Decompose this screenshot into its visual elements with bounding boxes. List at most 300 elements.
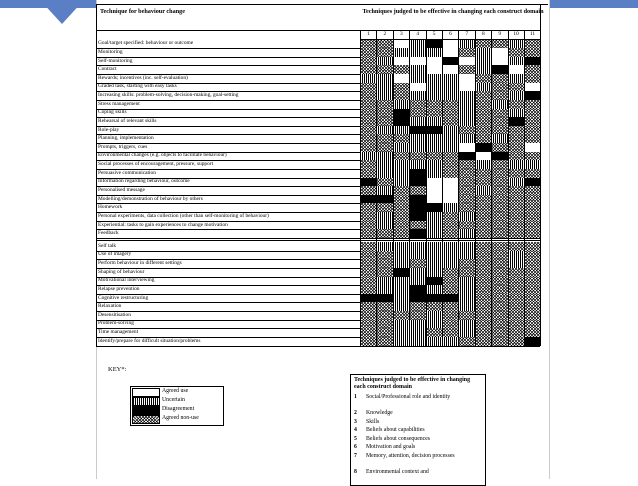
grid-cell: [393, 294, 409, 303]
top-accent-notch: [40, 0, 84, 24]
grid-cell: [524, 152, 540, 161]
grid-cell: [524, 229, 540, 238]
grid-cell: [508, 169, 524, 178]
row-label: Social processes of encouragement, pressure, support: [98, 161, 214, 168]
grid-cell: [442, 186, 458, 195]
grid-cell: [491, 251, 507, 260]
grid-cell: [475, 294, 491, 303]
grid-cell: [491, 242, 507, 251]
grid-cell: [376, 160, 392, 169]
grid-cell: [442, 277, 458, 286]
key-label: Uncertain: [162, 397, 185, 403]
grid-cell: [524, 186, 540, 195]
grid-cell: [524, 302, 540, 311]
domain-column-header: Techniques judged to be effective in changing each construct domain: [362, 8, 544, 15]
grid-cell: [508, 100, 524, 109]
grid-cell: [360, 203, 376, 212]
row-label: Contract: [98, 66, 117, 73]
grid-cell: [508, 91, 524, 100]
grid-cell: [409, 268, 425, 277]
grid-cell: [376, 65, 392, 74]
grid-cell: [442, 74, 458, 83]
row-label: Problem-solving: [98, 320, 134, 327]
grid-cell: [524, 195, 540, 204]
grid-cell: [426, 285, 442, 294]
domain-item: [354, 444, 480, 451]
grid-cell: [508, 328, 524, 337]
grid-cell: [458, 251, 474, 260]
grid-cell: [508, 152, 524, 161]
grid-cell: [409, 277, 425, 286]
column-divider: [393, 30, 394, 346]
grid-cell: [475, 311, 491, 320]
grid-cell: [508, 277, 524, 286]
grid-cell: [475, 212, 491, 221]
grid-cell: [524, 268, 540, 277]
grid-cell: [475, 178, 491, 187]
grid-cell: [475, 126, 491, 135]
column-divider: [475, 30, 476, 346]
grid-cell: [360, 328, 376, 337]
grid-cell: [360, 152, 376, 161]
grid-cell: [442, 100, 458, 109]
grid-cell: [376, 294, 392, 303]
grid-cell: [491, 203, 507, 212]
key-swatch: [132, 397, 160, 406]
grid-cell: [393, 126, 409, 135]
grid-cell: [376, 337, 392, 346]
grid-cell: [491, 195, 507, 204]
grid-cell: [393, 169, 409, 178]
grid-cell: [508, 251, 524, 260]
grid-cell: [393, 242, 409, 251]
row-label: Shaping of behaviour: [98, 268, 145, 275]
grid-cell: [458, 242, 474, 251]
grid-cell: [458, 203, 474, 212]
grid-cell: [442, 259, 458, 268]
grid-cell: [360, 251, 376, 260]
grid-cell: [475, 277, 491, 286]
grid-cell: [442, 203, 458, 212]
grid-cell: [376, 285, 392, 294]
grid-cell: [475, 328, 491, 337]
grid-cell: [409, 40, 425, 49]
domain-label: Environmental context and: [366, 469, 429, 475]
grid-cell: [360, 160, 376, 169]
grid-cell: [475, 186, 491, 195]
grid-cell: [426, 57, 442, 66]
grid-cell: [393, 117, 409, 126]
grid-cell: [475, 337, 491, 346]
domain-label: Skills: [366, 418, 380, 425]
domain-item: [354, 469, 480, 476]
row-label: Role-play: [98, 126, 120, 133]
grid-cell: [409, 251, 425, 260]
grid-cell: [409, 221, 425, 230]
grid-cell: [442, 229, 458, 238]
grid-cell: [376, 48, 392, 57]
grid-cell: [426, 203, 442, 212]
grid-cell: [458, 186, 474, 195]
row-label: Modelling/demonstration of behaviour by others: [98, 195, 203, 202]
grid-cell: [426, 169, 442, 178]
grid-cell: [393, 221, 409, 230]
grid-cell: [376, 178, 392, 187]
row-label: Experiential: tasks to gain experiences to change motivation: [98, 221, 228, 228]
grid-cell: [426, 74, 442, 83]
grid-cell: [508, 40, 524, 49]
grid-cell: [458, 126, 474, 135]
domain-item: [354, 419, 480, 426]
grid-cell: [491, 337, 507, 346]
grid-cell: [458, 195, 474, 204]
grid-cell: [491, 259, 507, 268]
grid-cell: [376, 109, 392, 118]
grid-cell: [508, 143, 524, 152]
grid-cell: [458, 229, 474, 238]
top-rule: [96, 4, 548, 5]
grid-cell: [409, 259, 425, 268]
grid-cell: [393, 40, 409, 49]
grid-cell: [475, 229, 491, 238]
key-label: Agreed use: [162, 388, 189, 394]
grid-cell: [491, 311, 507, 320]
grid-cell: [491, 294, 507, 303]
grid-cell: [524, 83, 540, 92]
grid-cell: [508, 221, 524, 230]
grid-cell: [409, 74, 425, 83]
grid-cell: [442, 40, 458, 49]
grid-cell: [458, 311, 474, 320]
grid-cell: [393, 152, 409, 161]
grid-cell: [376, 57, 392, 66]
grid-cell: [442, 328, 458, 337]
grid-cell: [524, 134, 540, 143]
grid-cell: [393, 251, 409, 260]
grid-cell: [360, 277, 376, 286]
grid-cell: [508, 242, 524, 251]
grid-cell: [475, 221, 491, 230]
grid-cell: [458, 277, 474, 286]
grid-cell: [426, 311, 442, 320]
grid-cell: [475, 160, 491, 169]
grid-cell: [426, 40, 442, 49]
row-label: Goal/target specified: behaviour or outcome: [98, 40, 194, 47]
grid-cell: [409, 212, 425, 221]
grid-cell: [442, 221, 458, 230]
grid-cell: [393, 57, 409, 66]
column-divider: [458, 30, 459, 346]
domain-label: Motivation and goals: [366, 444, 416, 451]
grid-cell: [409, 91, 425, 100]
grid-cell: [376, 311, 392, 320]
grid-cell: [491, 285, 507, 294]
grid-cell: [376, 40, 392, 49]
row-label: Personal experiments, data collection (other than self-monitoring of behaviour): [98, 212, 269, 219]
grid-cell: [491, 328, 507, 337]
column-number: 1: [367, 31, 370, 37]
row-label: Planning, implementation: [98, 135, 154, 142]
grid-cell: [508, 117, 524, 126]
grid-cell: [393, 277, 409, 286]
grid-cell: [475, 100, 491, 109]
row-label: Coping skills: [98, 109, 127, 116]
row-label: Perform behaviour in different settings: [98, 260, 182, 267]
grid-cell: [475, 74, 491, 83]
grid-cell: [409, 285, 425, 294]
grid-cell: [376, 134, 392, 143]
grid-cell: [458, 169, 474, 178]
key-title: KEY*:: [108, 366, 127, 373]
grid-cell: [458, 117, 474, 126]
column-divider: [491, 30, 492, 346]
grid-cell: [475, 195, 491, 204]
grid-cell: [508, 195, 524, 204]
column-divider: [442, 30, 443, 346]
grid-cell: [376, 212, 392, 221]
grid-cell: [458, 65, 474, 74]
row-label: Cognitive restructuring: [98, 294, 149, 301]
grid-cell: [442, 117, 458, 126]
row-divider: [96, 238, 540, 239]
grid-cell: [376, 83, 392, 92]
grid-cell: [524, 221, 540, 230]
grid-cell: [409, 65, 425, 74]
grid-cell: [360, 48, 376, 57]
domain-number: 7: [354, 453, 357, 459]
grid-cell: [475, 285, 491, 294]
row-label: Personalised message: [98, 187, 145, 193]
grid-cell: [491, 160, 507, 169]
grid-cell: [491, 126, 507, 135]
grid-cell: [508, 311, 524, 320]
grid-cell: [426, 109, 442, 118]
grid-cell: [475, 169, 491, 178]
grid-cell: [393, 311, 409, 320]
row-label: Monitoring: [98, 48, 123, 55]
grid-cell: [508, 126, 524, 135]
grid-cell: [508, 203, 524, 212]
grid-cell: [458, 328, 474, 337]
grid-cell: [491, 134, 507, 143]
grid-cell: [508, 83, 524, 92]
grid-cell: [524, 100, 540, 109]
grid-cell: [426, 302, 442, 311]
grid-cell: [360, 143, 376, 152]
header-rule: [96, 30, 540, 31]
column-divider: [376, 30, 377, 346]
grid-cell: [491, 57, 507, 66]
grid-cell: [491, 268, 507, 277]
grid-cell: [426, 152, 442, 161]
grid-cell: [393, 320, 409, 329]
grid-cell: [409, 302, 425, 311]
grid-cell: [409, 160, 425, 169]
grid-cell: [426, 294, 442, 303]
grid-cell: [442, 195, 458, 204]
column-divider: [426, 30, 427, 346]
grid-cell: [426, 337, 442, 346]
grid-cell: [360, 169, 376, 178]
grid-cell: [458, 160, 474, 169]
grid-cell: [376, 251, 392, 260]
grid-cell: [393, 160, 409, 169]
column-number: 5: [432, 31, 436, 37]
column-divider: [360, 30, 361, 346]
row-label: Rewards; incentives (inc. self-evaluation): [98, 74, 188, 81]
grid-cell: [458, 259, 474, 268]
grid-cell: [376, 126, 392, 135]
column-number: 4: [416, 31, 420, 37]
grid-cell: [475, 83, 491, 92]
grid-cell: [442, 294, 458, 303]
grid-cell: [426, 117, 442, 126]
domain-number: 8: [354, 469, 357, 475]
grid-cell: [393, 100, 409, 109]
grid-cell: [491, 302, 507, 311]
grid-cell: [524, 91, 540, 100]
grid-cell: [442, 285, 458, 294]
grid-cell: [508, 259, 524, 268]
grid-cell: [524, 48, 540, 57]
column-divider: [508, 30, 509, 346]
grid-cell: [426, 268, 442, 277]
grid-cell: [475, 259, 491, 268]
grid-cell: [458, 57, 474, 66]
grid-cell: [491, 40, 507, 49]
grid-cell: [393, 178, 409, 187]
row-label: Relapse prevention: [98, 285, 140, 292]
grid-cell: [442, 57, 458, 66]
grid-cell: [442, 143, 458, 152]
grid-cell: [426, 186, 442, 195]
key-label: Agreed non-use: [162, 415, 199, 421]
grid-cell: [442, 65, 458, 74]
row-label: Self talk: [98, 242, 117, 249]
grid-cell: [409, 48, 425, 57]
grid-cell: [442, 268, 458, 277]
grid-cell: [409, 117, 425, 126]
row-label: Rehearsal of relevant skills: [98, 117, 157, 124]
grid-cell: [442, 134, 458, 143]
grid-cell: [393, 91, 409, 100]
grid-cell: [393, 268, 409, 277]
grid-cell: [491, 83, 507, 92]
grid-cell: [360, 178, 376, 187]
grid-cell: [524, 212, 540, 221]
grid-cell: [376, 169, 392, 178]
grid-cell: [524, 251, 540, 260]
grid-cell: [442, 212, 458, 221]
row-label: Prompts, triggers, cues: [98, 143, 148, 150]
grid-cell: [475, 48, 491, 57]
grid-cell: [393, 229, 409, 238]
grid-cell: [360, 186, 376, 195]
grid-cell: [458, 109, 474, 118]
grid-cell: [508, 74, 524, 83]
grid-cell: [409, 178, 425, 187]
grid-cell: [508, 302, 524, 311]
grid-cell: [458, 285, 474, 294]
grid-cell: [491, 100, 507, 109]
grid-cell: [360, 311, 376, 320]
grid-cell: [491, 186, 507, 195]
grid-cell: [491, 229, 507, 238]
grid-cell: [409, 203, 425, 212]
grid-cell: [409, 134, 425, 143]
grid-cell: [426, 229, 442, 238]
row-label: Desensitisation: [98, 311, 131, 318]
grid-cell: [458, 91, 474, 100]
grid-cell: [426, 91, 442, 100]
grid-cell: [524, 109, 540, 118]
grid-cell: [508, 285, 524, 294]
grid-cell: [409, 294, 425, 303]
grid-cell: [409, 57, 425, 66]
grid-cell: [426, 83, 442, 92]
grid-cell: [393, 337, 409, 346]
key-swatch: [132, 406, 160, 415]
grid-cell: [508, 57, 524, 66]
grid-cell: [508, 65, 524, 74]
grid-cell: [409, 242, 425, 251]
grid-cell: [442, 178, 458, 187]
grid-cell: [409, 100, 425, 109]
grid-cell: [508, 337, 524, 346]
domain-label: Beliefs about consequences: [366, 435, 431, 442]
domain-number: 3: [354, 418, 357, 425]
grid-cell: [426, 48, 442, 57]
grid-cell: [393, 259, 409, 268]
grid-cell: [475, 302, 491, 311]
grid-cell: [393, 83, 409, 92]
row-label: Environmental changes (e.g. objects to facilitate behaviour): [98, 152, 227, 159]
grid-cell: [376, 320, 392, 329]
grid-cell: [458, 294, 474, 303]
grid-cell: [376, 152, 392, 161]
row-label: Information regarding behaviour, outcome: [98, 178, 190, 185]
grid-cell: [426, 100, 442, 109]
domain-number: 4: [354, 427, 357, 434]
grid-cell: [508, 160, 524, 169]
grid-cell: [360, 337, 376, 346]
grid-cell: [475, 57, 491, 66]
column-number: 10: [513, 31, 519, 37]
grid-cell: [524, 160, 540, 169]
grid-cell: [442, 169, 458, 178]
grid-cell: [524, 169, 540, 178]
grid-cell: [393, 203, 409, 212]
grid-cell: [393, 134, 409, 143]
grid-cell: [376, 221, 392, 230]
grid-cell: [458, 100, 474, 109]
grid-cell: [475, 268, 491, 277]
grid-cell: [524, 328, 540, 337]
grid-cell: [360, 91, 376, 100]
grid-cell: [442, 83, 458, 92]
row-label: Time management: [98, 329, 139, 336]
grid-cell: [426, 221, 442, 230]
grid-cell: [475, 203, 491, 212]
grid-cell: [508, 178, 524, 187]
grid-cell: [409, 109, 425, 118]
grid-cell: [491, 65, 507, 74]
grid-cell: [376, 229, 392, 238]
grid-cell: [442, 251, 458, 260]
grid-cell: [409, 311, 425, 320]
grid-cell: [458, 320, 474, 329]
grid-cell: [360, 221, 376, 230]
